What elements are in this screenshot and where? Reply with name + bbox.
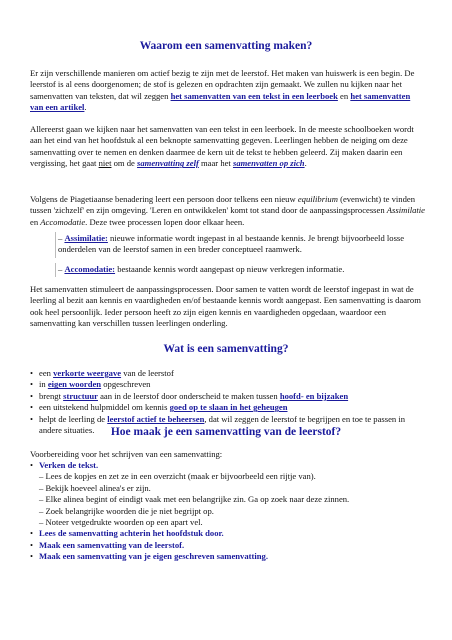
paragraph-intro <box>30 68 425 114</box>
emphasis-niet: niet <box>98 158 112 169</box>
link-verkorte-weergave[interactable]: verkorte weergave <box>53 368 122 378</box>
link-assimilatie[interactable]: Assimilatie: <box>64 233 108 243</box>
text: en <box>30 216 41 227</box>
link-verken-tekst[interactable]: Verken de tekst. <box>39 460 99 470</box>
sub-step: – Zoek belangrijke woorden die je niet begrijpt op. <box>39 505 214 516</box>
text: brengt <box>39 390 64 401</box>
term-accomodatie: Accomodatie <box>40 216 86 227</box>
section-title-how: Hoe maak je een samenvatting van de leerstof? <box>110 426 342 438</box>
text: om de <box>111 158 138 169</box>
sub-step: – Elke alinea begint of eindigt vaak met een belangrijke zin. Ga op zoek naar deze zinnen. <box>39 494 350 505</box>
definition-accomodatie <box>58 264 418 275</box>
dash: – <box>58 264 65 274</box>
text: nieuwe informatie wordt ingepast in al bestaande kennis. Je brengt bijvoorbeeld losse onderdelen van de leerstof samen in een breder conceptueel raamwerk. <box>58 233 405 255</box>
text: (evenwicht) te vinden tussen 'zichzelf' en zijn omgeving. 'Leren en ontwikkelen' komt tot stand door de aanpassingsprocessen <box>30 194 416 216</box>
text: opgeschreven <box>101 379 151 390</box>
link-accomodatie[interactable]: Accomodatie: <box>64 264 116 274</box>
sub-step: – Noteer vetgedrukte woorden op een apart vel. <box>39 517 203 528</box>
paragraph-voorbereiding: Voorbereiding voor het schrijven van een samenvatting: <box>30 449 223 459</box>
list-item <box>30 379 430 390</box>
definition-assimilatie <box>58 233 418 256</box>
text: bestaande kennis wordt aangepast op nieuw verkregen informatie. <box>115 264 345 274</box>
list-item <box>30 402 430 413</box>
text: en <box>337 90 351 101</box>
link-structuur[interactable]: structuur <box>63 390 98 401</box>
link-samenvatten-artikel[interactable]: het samenvatten van een artikel <box>30 90 411 113</box>
text: van de leerstof <box>121 368 174 378</box>
list-item <box>30 528 430 539</box>
text: Er zijn verschillende manieren om actief bezig te zijn met de leerstof. Het maken van huiswerk is een begin. De leerstof is al eens doorgenomen; de stof is gelezen en opdrachten zijn gemaakt. We zullen nu kijken naar het samenvatten van teksten, dat wil zeggen <box>30 68 415 101</box>
text: helpt de leerling de <box>39 413 108 424</box>
list-item <box>30 368 430 379</box>
link-eigen-samenvatting[interactable]: Maak een samenvatting van je eigen geschreven samenvatting. <box>39 551 268 562</box>
section-title-why: Waarom een samenvatting maken? <box>139 40 313 52</box>
link-hoofd-bijzaken[interactable]: hoofd- en bijzaken <box>279 390 349 401</box>
text: in <box>39 379 48 390</box>
link-geheugen[interactable]: goed op te slaan in het geheugen <box>169 402 288 413</box>
link-leerstof-beheersen[interactable]: leerstof actief te beheersen <box>107 413 205 424</box>
section-title-what: Wat is een samenvatting? <box>163 343 289 355</box>
text: . <box>304 158 307 169</box>
term-assimilatie: Assimilatie <box>386 205 425 216</box>
link-samenvatten-leerboek[interactable]: het samenvatten van een tekst in een leerboek <box>170 90 338 101</box>
sub-step: – Bekijk hoeveel alinea's er zijn. <box>39 482 151 493</box>
text: Allereerst gaan we kijken naar het samenvatten van een tekst in een leerboek. In de meeste schoolboeken wordt aan het eind van het hoofdstuk al een beknopte samenvatting gegeven. Leerlingen hebben de neiging om deze samenvatting over te nemen en denken daarmee de kern uit de tekst te hebben geleerd. Zij maken daarin een vergissing, het gaat <box>30 124 414 169</box>
text: . <box>84 102 87 113</box>
steps-list <box>30 460 430 563</box>
link-samenvatting-achterin[interactable]: Lees de samenvatting achterin het hoofdstuk door. <box>39 528 224 539</box>
text: , dat wil zeggen de leerstof te begrijpen en toe te passen in andere situaties. <box>39 413 406 436</box>
text: maar het <box>198 158 233 169</box>
text: Volgens de Piagetiaanse benadering leert een persoon door telkens een nieuw <box>30 194 298 204</box>
term-equilibrium: equilibrium <box>297 194 338 204</box>
list-item <box>30 551 430 562</box>
text: een <box>39 368 54 378</box>
list-item <box>30 460 430 528</box>
list-item <box>30 540 430 551</box>
paragraph-aanpassing: Het samenvatten stimuleert de aanpassingsprocessen. Door samen te vatten wordt de leerstof ingepast in wat de leerling al bezit aan kennis en vaardigheden en/of bestaande kennis wordt aangepast. Een samenvatting is daarom ook heel persoonlijk. Ieder persoon heeft zo zijn eigen kennis en vaardigheden opgedaan, waardoor een samenvatting kan verschillen tussen leerlingen onderling. <box>30 284 421 329</box>
text: aan in de leerstof door onderscheid te maken tussen <box>97 390 280 401</box>
dash: – <box>58 233 65 243</box>
paragraph-piaget <box>30 194 425 228</box>
paragraph-leerboek <box>30 124 425 170</box>
text: . Deze twee processen lopen door elkaar heen. <box>85 216 245 227</box>
link-samenvatting-zelf[interactable]: samenvatting zelf <box>137 158 199 169</box>
link-maak-samenvatting[interactable]: Maak een samenvatting van de leerstof. <box>39 539 185 550</box>
list-item <box>30 391 430 402</box>
sub-step: – Lees de kopjes en zet ze in een overzicht (maak er bijvoorbeeld een rijtje van). <box>39 471 316 482</box>
quote-bar <box>55 263 56 277</box>
link-eigen-woorden[interactable]: eigen woorden <box>47 379 102 390</box>
quote-bar <box>55 232 56 258</box>
link-samenvatten-op-zich[interactable]: samenvatten op zich <box>232 158 305 169</box>
text: een uitstekend hulpmiddel om kennis <box>39 402 170 413</box>
